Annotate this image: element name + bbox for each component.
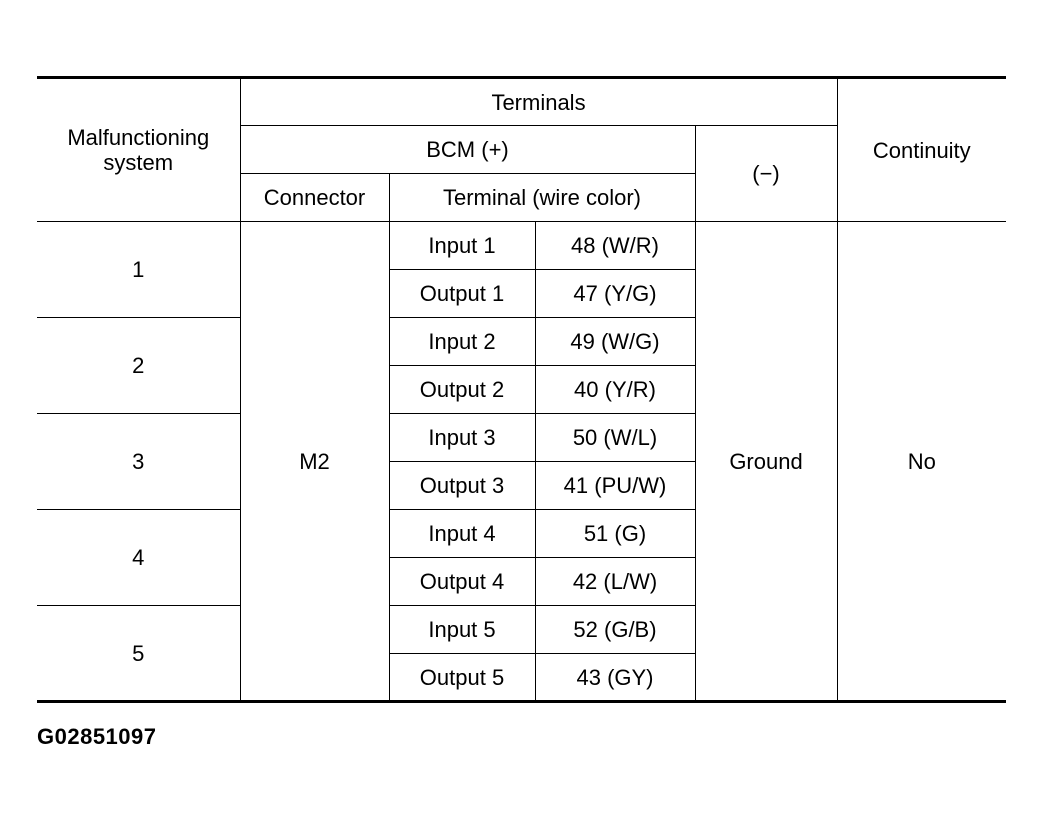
terminal-label: Input 3 [389,414,535,462]
system-number: 2 [37,318,240,414]
header-malfunctioning-system: Malfunctioning system [37,78,240,222]
continuity-value: No [837,222,1006,702]
header-bcm-plus: BCM (+) [240,126,695,174]
minus-value: Ground [695,222,837,702]
terminal-wire: 48 (W/R) [535,222,695,270]
header-continuity: Continuity [837,78,1006,222]
system-number: 1 [37,222,240,318]
connector-value: M2 [240,222,389,702]
terminal-label: Input 1 [389,222,535,270]
terminal-wire: 51 (G) [535,510,695,558]
terminal-wire: 47 (Y/G) [535,270,695,318]
terminal-label: Output 5 [389,654,535,702]
table-row [37,222,1006,270]
terminal-wire: 43 (GY) [535,654,695,702]
terminal-label: Output 4 [389,558,535,606]
system-number: 4 [37,510,240,606]
terminal-wire: 42 (L/W) [535,558,695,606]
terminal-label: Input 5 [389,606,535,654]
continuity-check-table [37,76,1006,703]
terminal-wire: 40 (Y/R) [535,366,695,414]
terminal-wire: 49 (W/G) [535,318,695,366]
figure-id: G02851097 [37,724,157,749]
header-connector: Connector [240,174,389,222]
terminal-wire: 41 (PU/W) [535,462,695,510]
terminal-label: Output 3 [389,462,535,510]
system-number: 5 [37,606,240,702]
terminal-label: Output 2 [389,366,535,414]
terminal-label: Input 4 [389,510,535,558]
terminal-wire: 50 (W/L) [535,414,695,462]
header-terminals: Terminals [240,78,837,126]
system-number: 3 [37,414,240,510]
terminal-wire: 52 (G/B) [535,606,695,654]
header-minus: (−) [695,126,837,222]
terminal-label: Input 2 [389,318,535,366]
header-terminal-wire-color: Terminal (wire color) [389,174,695,222]
terminal-label: Output 1 [389,270,535,318]
